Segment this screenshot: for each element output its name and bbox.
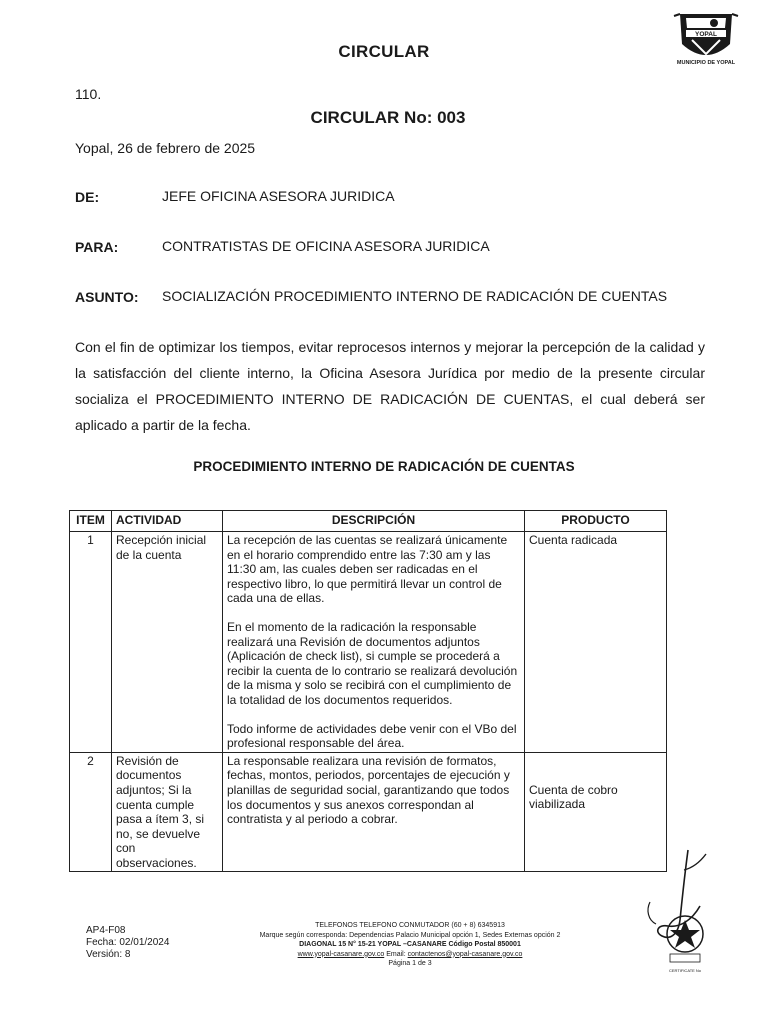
procedure-title: PROCEDIMIENTO INTERNO DE RADICACIÓN DE CUENTAS xyxy=(193,459,575,474)
de-value: JEFE OFICINA ASESORA JURIDICA xyxy=(162,188,395,204)
logo-caption: MUNICIPIO DE YOPAL xyxy=(676,60,736,66)
header-producto: PRODUCTO xyxy=(525,511,667,532)
row-descripcion xyxy=(223,532,525,753)
footer-contact xyxy=(180,921,640,969)
cert-text: CERTIFICATE No xyxy=(668,968,702,973)
para-label: PARA: xyxy=(75,239,119,255)
header-actividad: ACTIVIDAD xyxy=(112,511,223,532)
row-descripcion: La responsable realizara una revisión de formatos, fechas, montos, periodos, porcentajes de ejecución y planillas de seguridad social, garantizando que todos los documentos y sus anexos correspondan al contratista y al periodo a cobrar. xyxy=(223,752,525,872)
row-item: 1 xyxy=(70,532,112,753)
row-actividad: Recepción inicial de la cuenta xyxy=(112,532,223,753)
form-date: Fecha: 02/01/2024 xyxy=(86,937,170,948)
descripcion-paragraph: La recepción de las cuentas se realizará únicamente en el horario comprendido entre las 7:30 am y las 11:30 am, las cuales deben ser radicadas en el respectivo libro, lo que permitirá llevar un control de cada una de ellas. xyxy=(227,533,508,606)
para-value: CONTRATISTAS DE OFICINA ASESORA JURIDICA xyxy=(162,238,490,254)
row-actividad: Revisión de documentos adjuntos; Si la cuenta cumple pasa a ítem 3, si no, se devuelve con observaciones. xyxy=(112,752,223,872)
footer-email-label: Email: xyxy=(386,950,406,958)
footer-website-link[interactable]: www.yopal-casanare.gov.co xyxy=(297,950,385,958)
descripcion-paragraph: En el momento de la radicación la responsable realizará una Revisión de documentos adjuntos (Aplicación de check list), si cumple se procederá a recibir la cuenta de lo contrario se realizará devolución de la misma y solo se recibirá con el cumplimiento de la totalidad de los documentos requeridos. xyxy=(227,619,518,707)
asunto-label: ASUNTO: xyxy=(75,289,139,305)
footer-address: DIAGONAL 15 N° 15-21 YOPAL –CASANARE Código Postal 850001 xyxy=(299,941,521,948)
de-label: DE: xyxy=(75,189,100,205)
logo-text: YOPAL xyxy=(695,31,717,38)
footer-options: Marque según corresponda: Dependencias Palacio Municipal opción 1, Sedes Externas opción 2 xyxy=(259,931,561,939)
form-code: AP4-F08 xyxy=(86,925,126,936)
place-date: Yopal, 26 de febrero de 2025 xyxy=(75,140,256,156)
header-item: ITEM xyxy=(70,511,112,532)
body-paragraph: Con el fin de optimizar los tiempos, evitar reprocesos internos y mejorar la percepción de la calidad y la satisfacción del cliente interno, la Oficina Asesora Jurídica por medio de la presente circular socializa el PROCEDIMIENTO INTERNO DE RADICACIÓN DE CUENTAS, el cual deberá ser aplicado a partir de la fecha. xyxy=(75,339,705,433)
footer-phone: TELEFONOS TELEFONO CONMUTADOR (60 + 8) 6345913 xyxy=(315,922,505,929)
form-version: Versión: 8 xyxy=(86,949,131,960)
certification-logo xyxy=(662,912,708,978)
footer-document-info xyxy=(86,925,169,961)
circular-number: CIRCULAR No: 003 xyxy=(310,108,466,127)
row-producto: Cuenta radicada xyxy=(525,532,667,753)
table-row xyxy=(70,752,667,872)
page-number: Página 1 de 3 xyxy=(388,960,432,967)
table-header-row xyxy=(70,511,667,532)
header-descripcion: DESCRIPCIÓN xyxy=(223,511,525,532)
table-row xyxy=(70,532,667,753)
reference-number: 110. xyxy=(75,86,102,102)
footer-email-link[interactable]: contactenos@yopal-casanare.gov.co xyxy=(407,950,523,958)
row-producto: Cuenta de cobro viabilizada xyxy=(525,752,667,872)
asunto-value: SOCIALIZACIÓN PROCEDIMIENTO INTERNO DE RADICACIÓN DE CUENTAS xyxy=(162,288,668,304)
procedure-table xyxy=(69,510,667,872)
document-title: CIRCULAR xyxy=(338,42,430,61)
row-item: 2 xyxy=(70,752,112,872)
descripcion-paragraph: Todo informe de actividades debe venir con el VBo del profesional responsable del área. xyxy=(227,721,517,751)
